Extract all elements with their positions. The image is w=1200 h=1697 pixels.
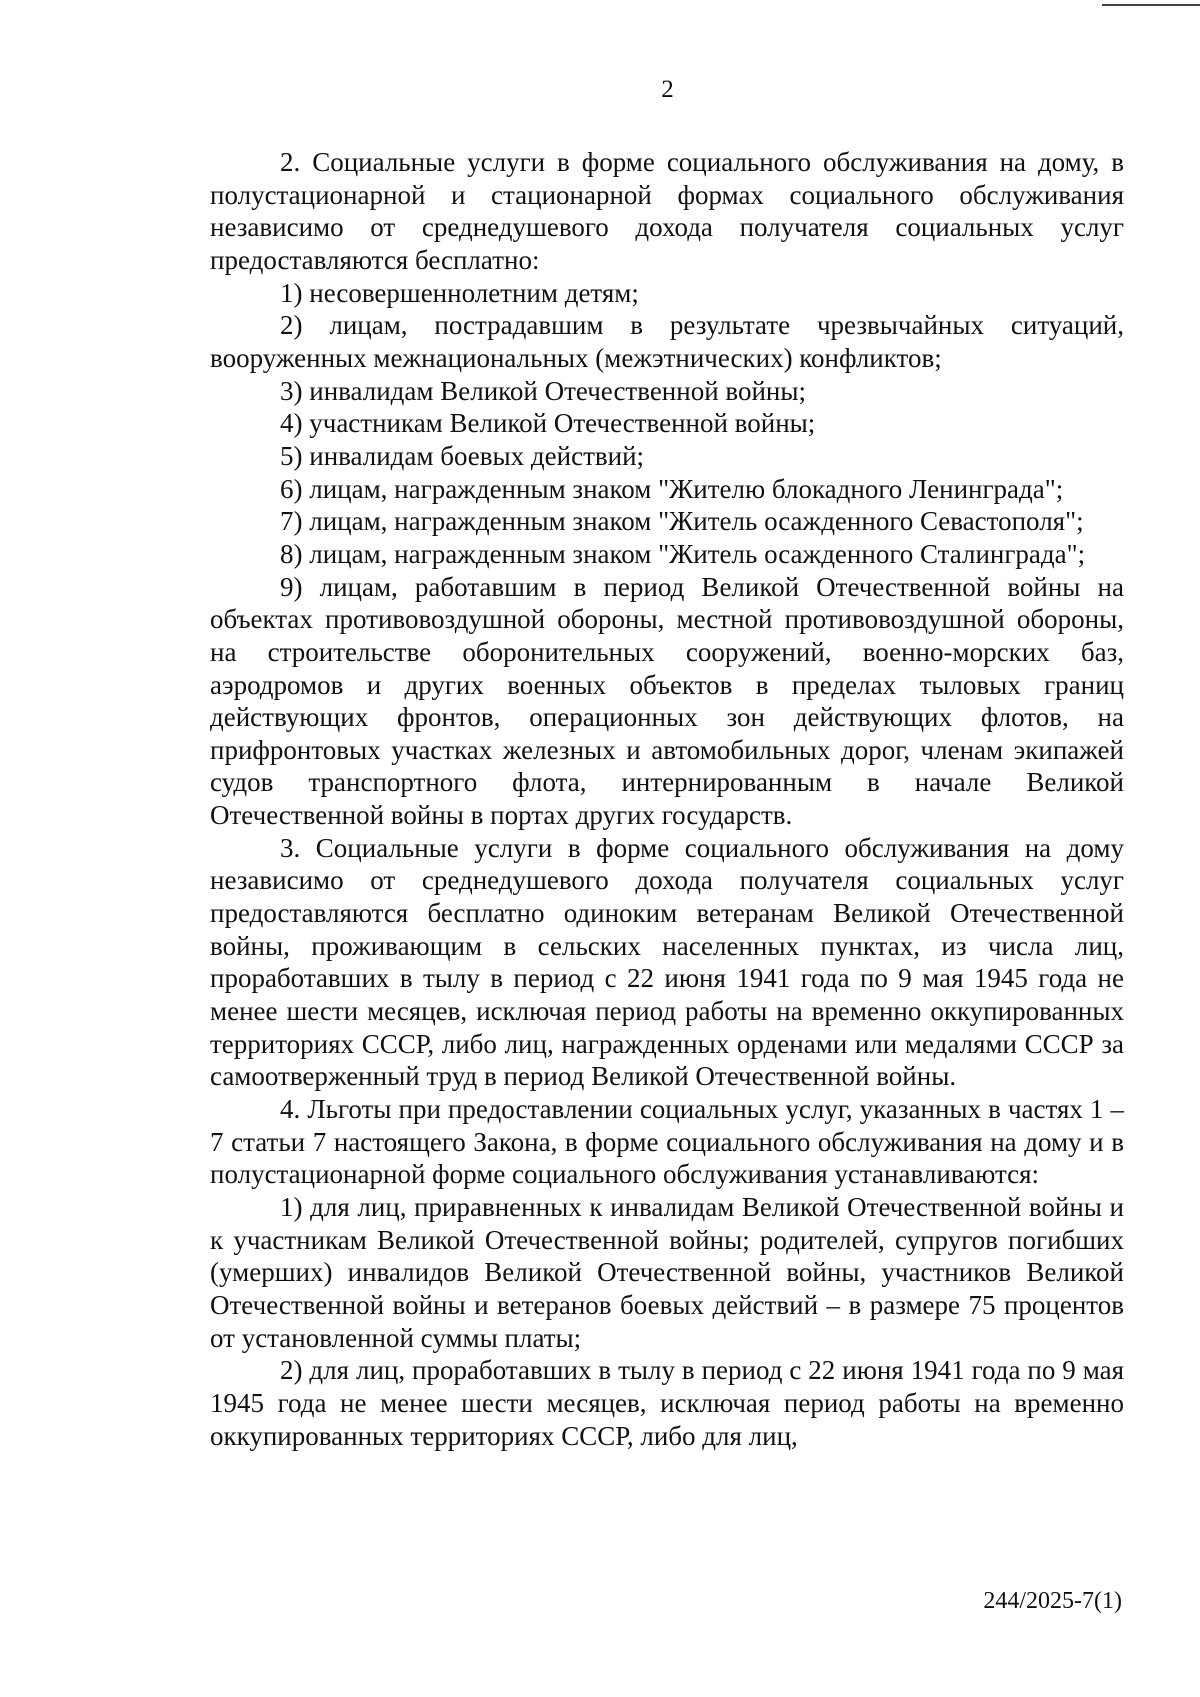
document-body [210, 146, 1124, 1452]
list-item-4: 4) участникам Великой Отечественной войны; [280, 408, 816, 439]
list-item-2: 2) лицам, пострадавшим в результате чрезвычайных ситуаций, вооруженных межнациональных (межэтнических) конфликтов; [210, 310, 1124, 373]
paragraph-part-4: 4. Льготы при предоставлении социальных услуг, указанных в частях 1 – 7 статьи 7 настоящего Закона, в форме социального обслуживания на дому и в полустационарной форме социального обслуживания устанавливаются: [210, 1094, 1124, 1190]
list-item-9: 9) лицам, работавшим в период Великой Отечественной войны на объектах противовоздушной обороны, местной противовоздушной обороны, на строительстве оборонительных сооружений, военно-морских баз, аэродромов и других военных объектов в пределах тыловых границ действующих фронтов, операционных зон действующих флотов, на прифронтовых участках железных и автомобильных дорог, членам экипажей судов транспортного флота, интернированным в начале Великой Отечественной войны в портах других государств. [210, 571, 1124, 831]
list-item-1: 1) несовершеннолетним детям; [280, 277, 639, 308]
list-item-7: 7) лицам, награжденным знаком "Житель осажденного Севастополя"; [280, 506, 1084, 537]
page-number: 2 [661, 76, 674, 103]
top-edge-rule [1102, 4, 1200, 6]
list-item-3: 3) инвалидам Великой Отечественной войны; [280, 375, 806, 406]
paragraph-part-2: 2. Социальные услуги в форме социального обслуживания на дому, в полустационарной и стационарной формах социального обслуживания независимо от среднедушевого дохода получателя социальных услуг предоставляются бесплатно: [210, 147, 1124, 275]
list-item-4-1: 1) для лиц, приравненных к инвалидам Великой Отечественной войны и к участникам Великой Отечественной войны; родителей, супругов погибших (умерших) инвалидов Великой Отечественной войны, участников Великой Отечественной войны и ветеранов боевых действий – в размере 75 процентов от установленной суммы платы; [210, 1192, 1124, 1353]
list-item-5: 5) инвалидам боевых действий; [280, 440, 645, 471]
list-item-8: 8) лицам, награжденным знаком "Житель осажденного Сталинграда"; [280, 538, 1086, 569]
paragraph-part-3: 3. Социальные услуги в форме социального обслуживания на дому независимо от среднедушевого дохода получателя социальных услуг предоставляются бесплатно одиноким ветеранам Великой Отечественной войны, проживающим в сельских населенных пунктах, из числа лиц, проработавших в тылу в период с 22 июня 1941 года по 9 мая 1945 года не менее шести месяцев, исключая период работы на временно оккупированных территориях СССР, либо лиц, награжденных орденами или медалями СССР за самоотверженный труд в период Великой Отечественной войны. [210, 832, 1124, 1092]
document-code: 244/2025-7(1) [983, 1588, 1122, 1614]
list-item-4-2: 2) для лиц, проработавших в тылу в период с 22 июня 1941 года по 9 мая 1945 года не менее шести месяцев, исключая период работы на временно оккупированных территориях СССР, либо для лиц, [210, 1355, 1124, 1451]
list-item-6: 6) лицам, награжденным знаком "Жителю блокадного Ленинграда"; [280, 473, 1064, 504]
